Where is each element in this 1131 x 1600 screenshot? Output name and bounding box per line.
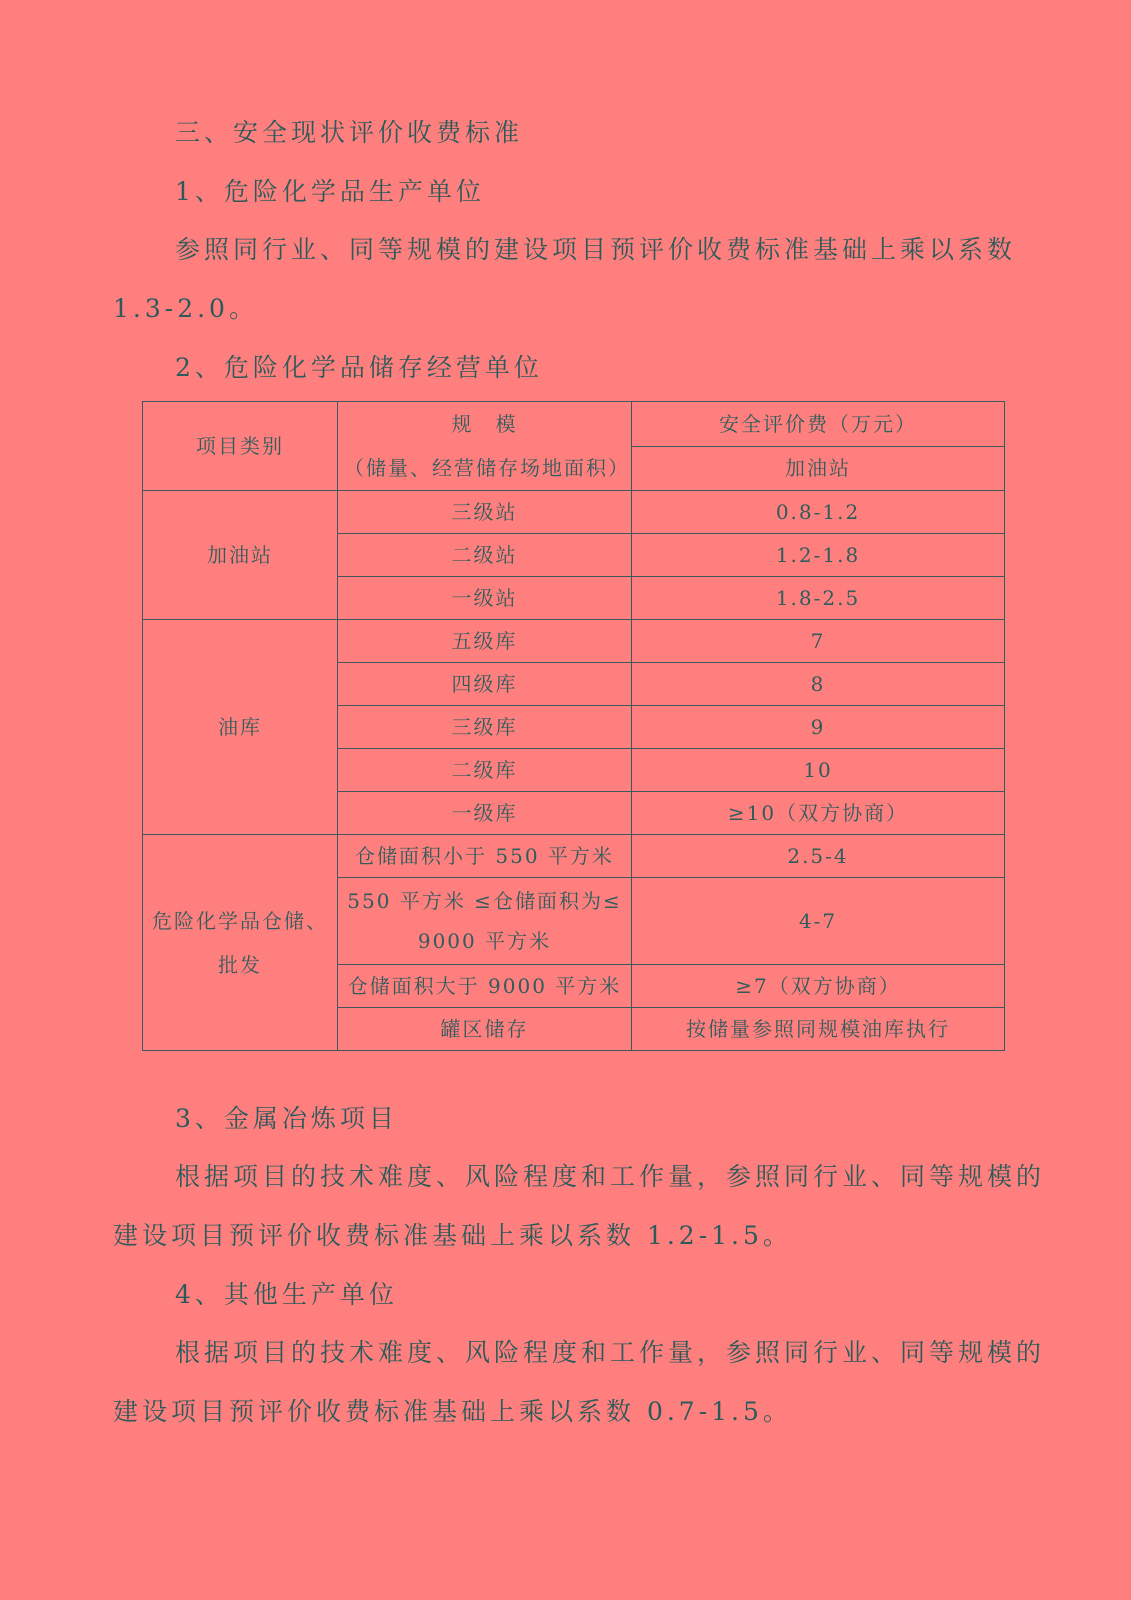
section-heading: 三、安全现状评价收费标准	[175, 118, 524, 147]
scale-cell: 四级库	[338, 663, 632, 706]
fee-table	[142, 401, 1005, 1051]
item1-paragraph-line2: 1.3-2.0。	[113, 294, 258, 323]
fee-cell: 10	[632, 749, 1005, 792]
header-category: 项目类别	[143, 402, 338, 491]
header-fee: 安全评价费（万元）	[632, 402, 1005, 447]
fee-cell: 按储量参照同规模油库执行	[632, 1008, 1005, 1051]
category-cell	[143, 835, 338, 1051]
fee-cell: 4-7	[632, 878, 1005, 965]
item1-title: 1、危险化学品生产单位	[175, 177, 485, 206]
item3-title: 3、金属冶炼项目	[175, 1104, 398, 1133]
category-line1: 危险化学品仓储、	[152, 908, 328, 933]
fee-cell: ≥7（双方协商）	[632, 965, 1005, 1008]
table-header-row	[143, 402, 1005, 447]
scale-cell: 仓储面积小于 550 平方米	[338, 835, 632, 878]
item2-title: 2、危险化学品储存经营单位	[175, 353, 543, 382]
category-cell: 加油站	[143, 491, 338, 620]
scale-cell: 仓储面积大于 9000 平方米	[338, 965, 632, 1008]
header-scale-line1: 规 模	[451, 412, 518, 436]
scale-cell	[338, 878, 632, 965]
fee-cell: ≥10（双方协商）	[632, 792, 1005, 835]
item1-paragraph-line1: 参照同行业、同等规模的建设项目预评价收费标准基础上乘以系数	[175, 235, 1017, 264]
scale-cell: 二级站	[338, 534, 632, 577]
table-row	[143, 835, 1005, 878]
fee-cell: 2.5-4	[632, 835, 1005, 878]
scale-cell: 三级库	[338, 706, 632, 749]
fee-cell: 1.2-1.8	[632, 534, 1005, 577]
fee-cell: 8	[632, 663, 1005, 706]
header-scale	[338, 402, 632, 491]
item3-paragraph-line1: 根据项目的技术难度、风险程度和工作量，参照同行业、同等规模的	[175, 1162, 1046, 1191]
scale-cell: 三级站	[338, 491, 632, 534]
header-scale-line2: （储量、经营储存场地面积）	[344, 456, 630, 480]
fee-cell: 0.8-1.2	[632, 491, 1005, 534]
item4-paragraph-line1: 根据项目的技术难度、风险程度和工作量，参照同行业、同等规模的	[175, 1338, 1046, 1367]
table-row	[143, 620, 1005, 663]
item4-title: 4、其他生产单位	[175, 1280, 398, 1309]
fee-cell: 7	[632, 620, 1005, 663]
scale-cell: 一级库	[338, 792, 632, 835]
table-row	[143, 491, 1005, 534]
scale-cell: 一级站	[338, 577, 632, 620]
header-fee-subtitle: 加油站	[632, 446, 1005, 491]
item4-paragraph-line2: 建设项目预评价收费标准基础上乘以系数 0.7-1.5。	[113, 1397, 792, 1426]
scale-line1: 550 平方米 ≤仓储面积为≤	[347, 889, 622, 913]
category-cell: 油库	[143, 620, 338, 835]
fee-cell: 9	[632, 706, 1005, 749]
scale-cell: 二级库	[338, 749, 632, 792]
scale-cell: 罐区储存	[338, 1008, 632, 1051]
category-line2: 批发	[218, 952, 262, 977]
scale-cell: 五级库	[338, 620, 632, 663]
scale-line2: 9000 平方米	[417, 929, 552, 953]
item3-paragraph-line2: 建设项目预评价收费标准基础上乘以系数 1.2-1.5。	[113, 1221, 792, 1250]
fee-cell: 1.8-2.5	[632, 577, 1005, 620]
